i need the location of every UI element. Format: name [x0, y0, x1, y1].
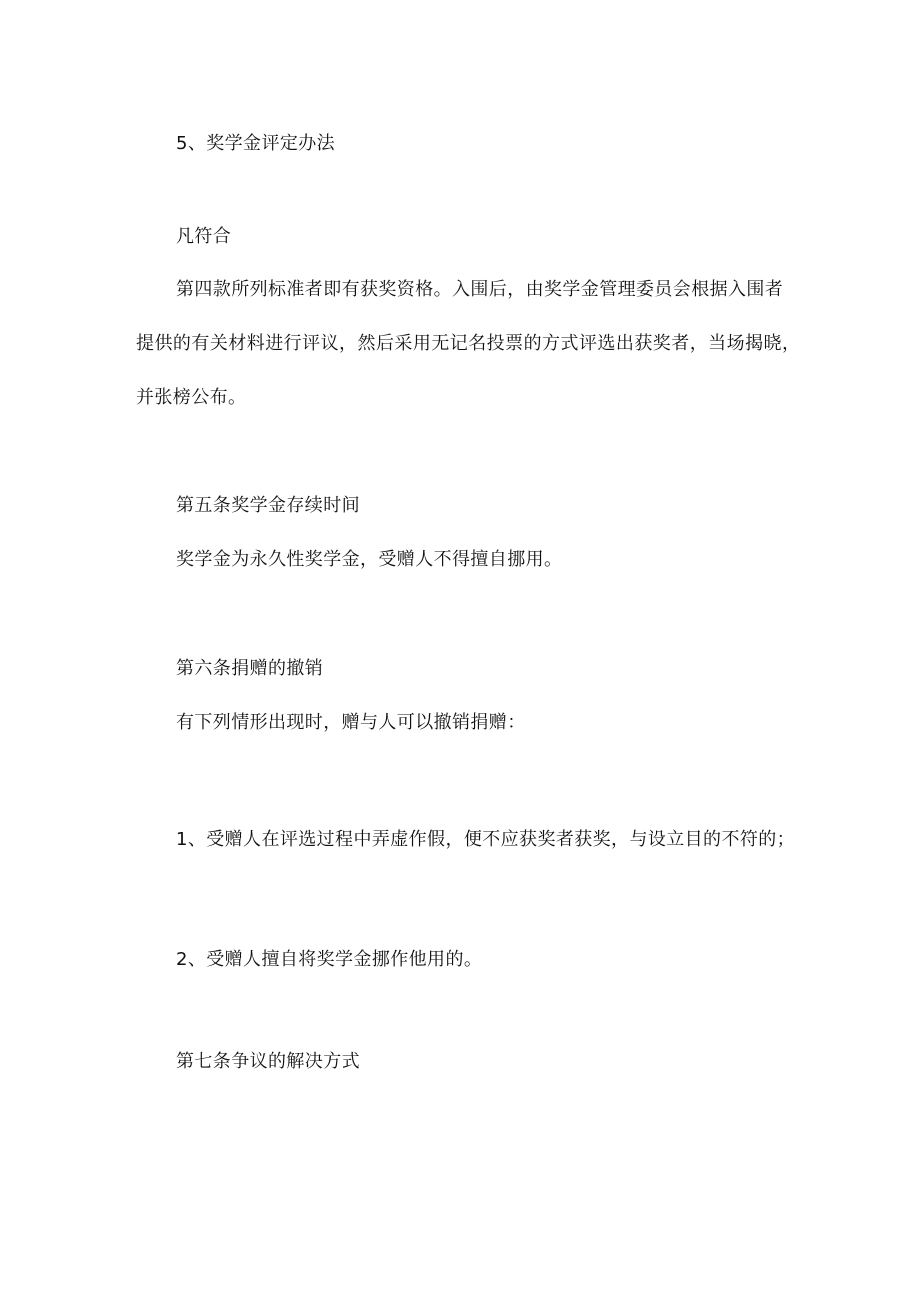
article-7-title: 第七条争议的解决方式 [176, 1051, 360, 1072]
paragraph-label: 凡符合 [176, 226, 232, 247]
paragraph-line-1: 第四款所列标准者即有获奖资格。入围后，由奖学金管理委员会根据入围者 [176, 279, 784, 300]
article-5-title: 第五条奖学金存续时间 [176, 495, 360, 516]
paragraph-line-3: 并张榜公布。 [136, 387, 247, 408]
article-6-text: 有下列情形出现时，赠与人可以撤销捐赠： [176, 712, 526, 733]
article-6-item-1: 1、受赠人在评选过程中弄虚作假，便不应获奖者获奖，与设立目的不符的； [176, 829, 796, 850]
article-6-item-2: 2、受赠人擅自将奖学金挪作他用的。 [176, 949, 483, 970]
section-heading-5: 5、奖学金评定办法 [176, 133, 336, 154]
article-5-text: 奖学金为永久性奖学金，受赠人不得擅自挪用。 [176, 549, 563, 570]
paragraph-line-2: 提供的有关材料进行评议，然后采用无记名投票的方式评选出获奖者，当场揭晓， [136, 333, 800, 354]
article-6-title: 第六条捐赠的撤销 [176, 658, 324, 679]
